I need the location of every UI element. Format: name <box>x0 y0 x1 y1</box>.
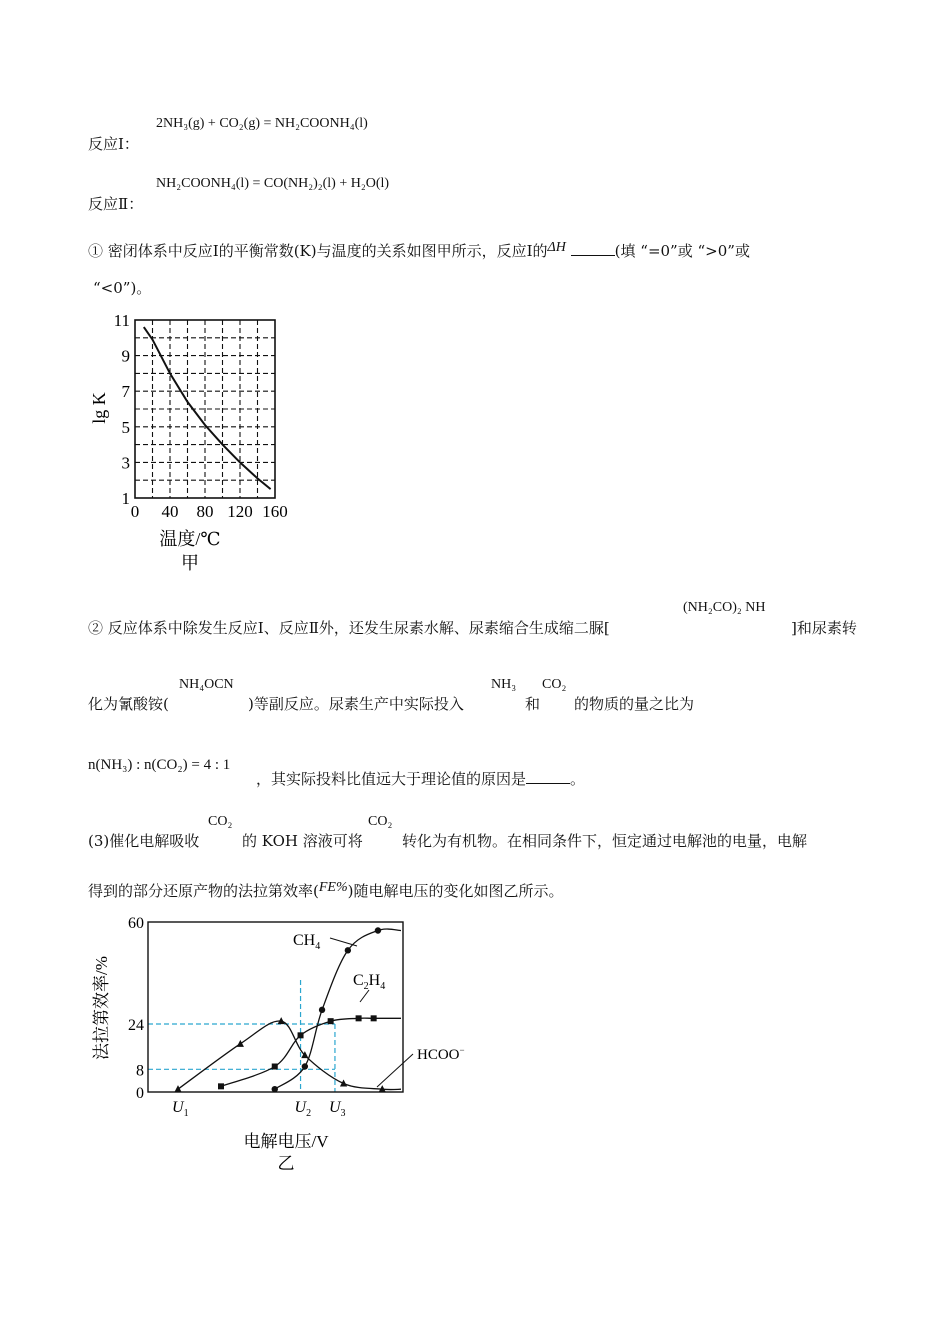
q2-and: 和 <box>525 695 541 713</box>
ch4-label: $CH_4$ <box>293 932 321 952</box>
data-point-c2h4 <box>328 1018 334 1024</box>
data-point-ch4 <box>345 947 351 953</box>
chart-jia-x-ticks <box>131 502 288 521</box>
x-marker-label: $U_2$ <box>294 1099 312 1119</box>
data-point-ch4 <box>375 927 381 933</box>
y-tick-label: 1 <box>121 489 130 508</box>
hcoo-leader <box>377 1054 413 1087</box>
y-tick-label: 7 <box>121 382 130 402</box>
y-tick-label: 60 <box>128 915 144 932</box>
chart-jia-title: 甲 <box>181 553 199 573</box>
c2h4-label: $C_2H_4$ <box>353 972 386 992</box>
chart-yi-series <box>174 927 401 1092</box>
data-point-c2h4 <box>371 1015 377 1021</box>
data-point-c2h4 <box>272 1064 278 1070</box>
x-tick-label: 0 <box>130 502 140 521</box>
q2-line2-a: 化为氰酸铵( <box>88 695 169 713</box>
q3-line1-c: 转化为有机物。在相同条件下，恒定通过电解池的电量，电解 <box>402 832 808 850</box>
data-point-ch4 <box>302 1063 308 1069</box>
series-line-ch4 <box>275 929 401 1089</box>
chart-yi-ylabel: 法拉第效率/% <box>92 956 111 1060</box>
y-tick-label: 3 <box>121 453 130 473</box>
y-tick-label: 24 <box>128 1017 144 1034</box>
x-tick-label: 80 <box>196 502 214 521</box>
data-point-hcoo <box>237 1040 244 1047</box>
q1-line2: “<0”)。 <box>93 279 152 297</box>
x-marker-label: $U_1$ <box>172 1099 189 1119</box>
reaction1-equation: 2NH₃(g) + CO₂(g) = NH₂COONH₄(l) <box>156 116 368 131</box>
q2-line1-a: ② 反应体系中除发生反应Ⅰ、反应Ⅱ外，还发生尿素水解、尿素缩合生成缩二脲[ <box>88 619 610 637</box>
answer-blank-1[interactable] <box>571 243 615 256</box>
q2-line1-b: ]和尿素转 <box>791 619 857 637</box>
chart-yi-title: 乙 <box>277 1154 295 1173</box>
chart-jia-y-ticks <box>114 311 131 508</box>
chart-yi-x-markers <box>172 1099 346 1119</box>
data-point-c2h4 <box>218 1083 224 1089</box>
x-marker-label: $U_3$ <box>328 1099 346 1119</box>
q3-line1-a: (3)催化电解吸收 <box>88 832 200 850</box>
y-tick-label: 0 <box>136 1085 144 1102</box>
co2-formula-b: CO₂ <box>368 814 393 829</box>
data-point-ch4 <box>319 1007 325 1013</box>
data-point-c2h4 <box>298 1032 304 1038</box>
q1-text-a: ① 密闭体系中反应Ⅰ的平衡常数(K)与温度的关系如图甲所示，反应Ⅰ的 <box>88 242 548 260</box>
feed-ratio: n(NH₃) : n(CO₂) = 4 : 1 <box>88 757 231 773</box>
data-point-c2h4 <box>356 1015 362 1021</box>
answer-blank-2[interactable] <box>526 771 570 784</box>
q2-period: 。 <box>570 770 586 788</box>
q2-line2-c: 的物质的量之比为 <box>574 695 695 713</box>
chart-yi-reference-lines <box>148 980 335 1092</box>
delta-h: ΔH <box>547 240 566 255</box>
x-tick-label: 160 <box>262 502 288 521</box>
q3-line1-b: 的 KOH 溶液可将 <box>242 832 363 850</box>
hcoo-label: HCOO− <box>417 1045 465 1063</box>
q2-line3-text: ，其实际投料比值远大于理论值的原因是 <box>256 770 527 788</box>
q2-line3 <box>256 768 585 789</box>
chart-yi <box>85 910 485 1180</box>
y-tick-label: 11 <box>113 311 130 330</box>
q3-line2 <box>88 880 563 901</box>
q1-line1 <box>88 240 750 261</box>
co2-formula: CO₂ <box>542 677 567 692</box>
chart-yi-y-ticks <box>128 915 144 1102</box>
y-tick-label: 8 <box>136 1062 144 1080</box>
y-tick-label: 5 <box>121 417 130 437</box>
data-point-hcoo <box>174 1085 181 1092</box>
co2-formula-a: CO₂ <box>208 814 233 829</box>
reaction1-label: 反应Ⅰ： <box>88 135 139 153</box>
chart-jia-xlabel: 温度/℃ <box>159 529 221 549</box>
q3-line2-b: )随电解电压的变化如图乙所示。 <box>347 882 564 900</box>
chart-yi-xlabel: 电解电压/V <box>243 1132 329 1151</box>
lgk-curve <box>144 327 271 489</box>
x-tick-label: 120 <box>227 502 253 521</box>
series-line-hcoo <box>178 1021 401 1090</box>
nh3-formula: NH₃ <box>491 677 517 692</box>
cyanate-formula: NH₄OCN <box>179 677 234 692</box>
q1-text-b: (填 “=0”或 “>0”或 <box>614 242 750 260</box>
q3-line2-a: 得到的部分还原产物的法拉第效率( <box>88 882 319 900</box>
reaction2-label: 反应Ⅱ： <box>88 195 144 213</box>
q2-line2-b: )等副反应。尿素生产中实际投入 <box>248 695 464 713</box>
biuret-formula: (NH₂CO)₂ NH <box>683 600 766 615</box>
fe-percent: FE% <box>318 880 348 895</box>
data-point-ch4 <box>272 1086 278 1092</box>
chart-jia <box>85 308 310 578</box>
x-tick-label: 40 <box>161 502 179 521</box>
ch4-leader <box>330 938 357 946</box>
reaction2-equation: NH₂COONH₄(l) = CO(NH₂)₂(l) + H₂O(l) <box>156 176 390 191</box>
y-tick-label: 9 <box>121 346 130 366</box>
chart-yi-series-labels <box>293 932 465 1087</box>
chart-jia-ylabel: lg K <box>89 392 109 424</box>
